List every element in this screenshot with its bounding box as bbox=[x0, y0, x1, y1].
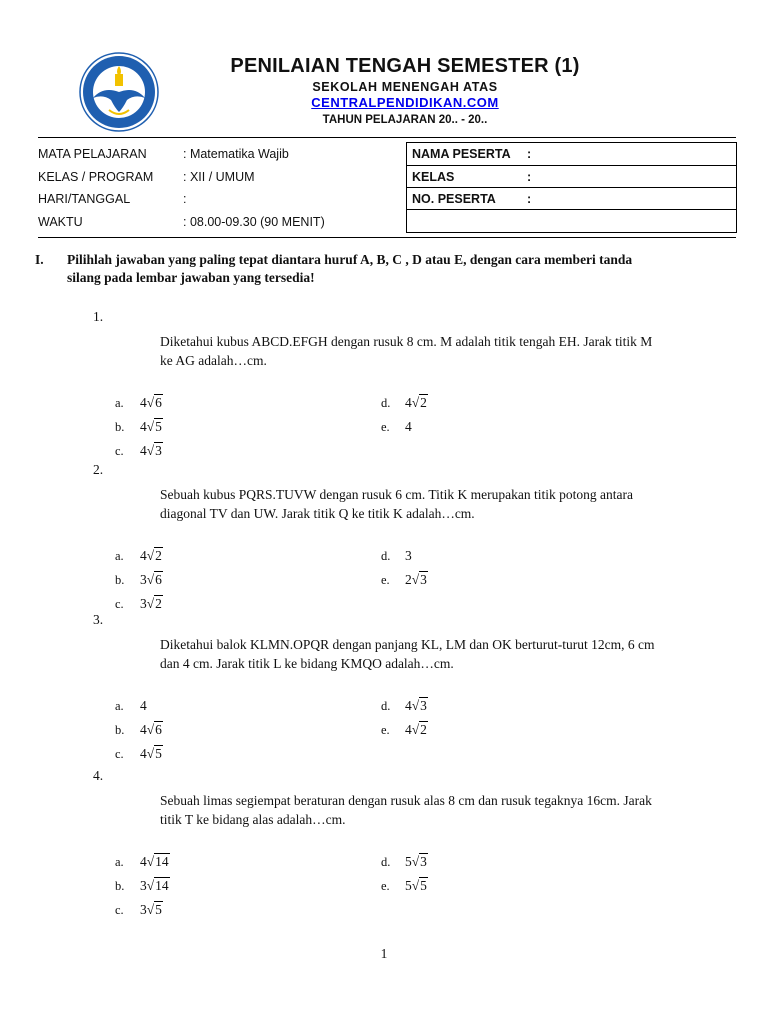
question-3-option-b-letter[interactable]: b. bbox=[115, 723, 125, 737]
exam-title: PENILAIAN TENGAH SEMESTER (1) bbox=[230, 55, 580, 77]
sqrt-symbol-icon: √ bbox=[146, 443, 155, 458]
sqrt-symbol-icon: √ bbox=[411, 698, 420, 713]
question-1-option-b-value[interactable] bbox=[140, 419, 163, 435]
sqrt-symbol-icon: √ bbox=[411, 572, 420, 587]
coefficient: 3 bbox=[140, 572, 147, 587]
question-4-option-a-letter[interactable]: a. bbox=[115, 855, 124, 869]
radicand: 2 bbox=[155, 548, 162, 563]
sqrt-symbol-icon: √ bbox=[146, 902, 155, 917]
question-1-option-a-letter[interactable]: a. bbox=[115, 396, 124, 410]
question-3-text-line-2: dan 4 cm. Jarak titik L ke bidang KMQO adalah…cm. bbox=[160, 656, 454, 671]
coefficient: 5 bbox=[405, 878, 412, 893]
sqrt-symbol-icon: √ bbox=[146, 419, 155, 434]
radicand: 5 bbox=[155, 419, 162, 434]
radicand: 3 bbox=[420, 698, 427, 713]
info-value-time: : 08.00-09.30 (90 MENIT) bbox=[183, 215, 325, 229]
coefficient: 4 bbox=[140, 698, 147, 713]
question-1-option-a-value[interactable] bbox=[140, 395, 163, 411]
question-3-option-a-value[interactable] bbox=[140, 698, 147, 714]
sqrt-symbol-icon: √ bbox=[411, 722, 420, 737]
coefficient: 4 bbox=[140, 746, 147, 761]
question-4-option-a-value[interactable] bbox=[140, 854, 170, 870]
sqrt-symbol-icon: √ bbox=[146, 746, 155, 761]
page-number: 1 bbox=[380, 946, 388, 961]
sqrt-symbol-icon: √ bbox=[146, 572, 155, 587]
participant-class-colon: : bbox=[527, 170, 532, 184]
radicand: 5 bbox=[420, 878, 427, 893]
radicand: 14 bbox=[155, 878, 169, 893]
question-3-option-c-value[interactable] bbox=[140, 746, 163, 762]
radicand: 2 bbox=[420, 722, 427, 737]
radicand: 6 bbox=[155, 395, 162, 410]
question-4-number: 4. bbox=[93, 768, 104, 783]
question-2-text-line-2: diagonal TV dan UW. Jarak titik Q ke titik K adalah…cm. bbox=[160, 506, 475, 521]
participant-number-label: NO. PESERTA bbox=[412, 192, 496, 206]
question-2-option-b-value[interactable] bbox=[140, 572, 163, 588]
sqrt-symbol-icon: √ bbox=[411, 854, 420, 869]
academic-year: TAHUN PELAJARAN 20.. - 20.. bbox=[322, 114, 488, 126]
coefficient: 4 bbox=[140, 419, 147, 434]
sqrt-symbol-icon: √ bbox=[146, 395, 155, 410]
participant-number-colon: : bbox=[527, 192, 532, 206]
question-2-option-a-value[interactable] bbox=[140, 548, 163, 564]
header-divider bbox=[38, 137, 736, 138]
coefficient: 4 bbox=[140, 548, 147, 563]
question-1-option-e-value[interactable] bbox=[405, 419, 412, 435]
sqrt-symbol-icon: √ bbox=[146, 722, 155, 737]
coefficient: 2 bbox=[405, 572, 412, 587]
question-2-number: 2. bbox=[93, 462, 104, 477]
coefficient: 3 bbox=[140, 596, 147, 611]
question-2-option-c-value[interactable] bbox=[140, 596, 163, 612]
question-1-option-b-letter[interactable]: b. bbox=[115, 420, 125, 434]
info-label-time: WAKTU bbox=[38, 215, 83, 229]
question-3-option-c-letter[interactable]: c. bbox=[115, 747, 124, 761]
question-3-option-e-letter[interactable]: e. bbox=[381, 723, 390, 737]
coefficient: 5 bbox=[405, 854, 412, 869]
question-1-option-d-letter[interactable]: d. bbox=[381, 396, 391, 410]
website-link[interactable]: CENTRALPENDIDIKAN.COM bbox=[311, 95, 499, 110]
question-3-number: 3. bbox=[93, 612, 104, 627]
question-3-option-a-letter[interactable]: a. bbox=[115, 699, 124, 713]
school-name: SEKOLAH MENENGAH ATAS bbox=[312, 80, 498, 94]
question-2-option-c-letter[interactable]: c. bbox=[115, 597, 124, 611]
question-2-option-d-letter[interactable]: d. bbox=[381, 549, 391, 563]
participant-name-label: NAMA PESERTA bbox=[412, 147, 511, 161]
sqrt-symbol-icon: √ bbox=[411, 395, 420, 410]
coefficient: 4 bbox=[405, 419, 412, 434]
sqrt-symbol-icon: √ bbox=[146, 878, 155, 893]
question-4-option-b-letter[interactable]: b. bbox=[115, 879, 125, 893]
question-2-option-b-letter[interactable]: b. bbox=[115, 573, 125, 587]
question-3-option-e-value[interactable] bbox=[405, 722, 428, 738]
coefficient: 4 bbox=[140, 395, 147, 410]
participant-class-row[interactable] bbox=[407, 165, 736, 188]
question-4-text-line-1: Sebuah limas segiempat beraturan dengan rusuk alas 8 cm dan rusuk tegaknya 16cm. Jarak bbox=[160, 793, 652, 808]
instruction-line-1: Pilihlah jawaban yang paling tepat diantara huruf A, B, C , D atau E, dengan cara memberi tanda bbox=[67, 252, 633, 267]
coefficient: 3 bbox=[140, 902, 147, 917]
info-value-subject: : Matematika Wajib bbox=[183, 147, 289, 161]
radicand: 6 bbox=[155, 572, 162, 587]
tut-wuri-handayani-logo bbox=[79, 52, 159, 132]
radicand: 3 bbox=[420, 854, 427, 869]
participant-box bbox=[406, 142, 737, 233]
participant-extra-row[interactable] bbox=[407, 209, 736, 232]
question-2-option-a-letter[interactable]: a. bbox=[115, 549, 124, 563]
coefficient: 3 bbox=[405, 548, 412, 563]
question-1-option-e-letter[interactable]: e. bbox=[381, 420, 390, 434]
question-4-option-e-letter[interactable]: e. bbox=[381, 879, 390, 893]
coefficient: 4 bbox=[405, 395, 412, 410]
coefficient: 4 bbox=[140, 722, 147, 737]
instruction-line-2: silang pada lembar jawaban yang tersedia! bbox=[67, 270, 315, 285]
coefficient: 4 bbox=[140, 854, 147, 869]
question-1-number: 1. bbox=[93, 309, 104, 324]
coefficient: 4 bbox=[405, 698, 412, 713]
sqrt-symbol-icon: √ bbox=[146, 548, 155, 563]
question-4-option-b-value[interactable] bbox=[140, 878, 170, 894]
radicand: 6 bbox=[155, 722, 162, 737]
section-number: I. bbox=[35, 252, 44, 267]
question-4-option-d-value[interactable] bbox=[405, 854, 428, 870]
info-label-class: KELAS / PROGRAM bbox=[38, 170, 154, 184]
sqrt-symbol-icon: √ bbox=[411, 878, 420, 893]
radicand: 3 bbox=[420, 572, 427, 587]
participant-name-colon: : bbox=[527, 147, 532, 161]
info-label-date: HARI/TANGGAL bbox=[38, 192, 131, 206]
coefficient: 3 bbox=[140, 878, 147, 893]
info-label-subject: MATA PELAJARAN bbox=[38, 147, 147, 161]
question-1-text-line-1: Diketahui kubus ABCD.EFGH dengan rusuk 8 cm. M adalah titik tengah EH. Jarak titik M bbox=[160, 334, 653, 349]
participant-number-row[interactable] bbox=[407, 187, 736, 210]
question-3-option-d-letter[interactable]: d. bbox=[381, 699, 391, 713]
question-3-option-d-value[interactable] bbox=[405, 698, 428, 714]
coefficient: 4 bbox=[140, 443, 147, 458]
question-1-option-c-letter[interactable]: c. bbox=[115, 444, 124, 458]
info-value-date: : bbox=[183, 192, 187, 206]
question-4-option-c-letter[interactable]: c. bbox=[115, 903, 124, 917]
question-2-text-line-1: Sebuah kubus PQRS.TUVW dengan rusuk 6 cm. Titik K merupakan titik potong antara bbox=[160, 487, 633, 502]
participant-class-label: KELAS bbox=[412, 170, 455, 184]
radicand: 3 bbox=[155, 443, 162, 458]
question-4-option-e-value[interactable] bbox=[405, 878, 428, 894]
radicand: 2 bbox=[420, 395, 427, 410]
question-4-option-c-value[interactable] bbox=[140, 902, 163, 918]
question-1-option-c-value[interactable] bbox=[140, 443, 163, 459]
question-4-text-line-2: titik T ke bidang alas adalah…cm. bbox=[160, 812, 346, 827]
question-3-option-b-value[interactable] bbox=[140, 722, 163, 738]
sqrt-symbol-icon: √ bbox=[146, 854, 155, 869]
question-3-text-line-1: Diketahui balok KLMN.OPQR dengan panjang KL, LM dan OK berturut-turut 12cm, 6 cm bbox=[160, 637, 655, 652]
radicand: 14 bbox=[155, 854, 169, 869]
info-divider bbox=[38, 237, 736, 238]
sqrt-symbol-icon: √ bbox=[146, 596, 155, 611]
question-4-option-d-letter[interactable]: d. bbox=[381, 855, 391, 869]
question-1-option-d-value[interactable] bbox=[405, 395, 428, 411]
question-2-option-e-value[interactable] bbox=[405, 572, 428, 588]
radicand: 5 bbox=[155, 746, 162, 761]
question-2-option-e-letter[interactable]: e. bbox=[381, 573, 390, 587]
radicand: 2 bbox=[155, 596, 162, 611]
radicand: 5 bbox=[155, 902, 162, 917]
info-value-class: : XII / UMUM bbox=[183, 170, 255, 184]
question-1-text-line-2: ke AG adalah…cm. bbox=[160, 353, 267, 368]
coefficient: 4 bbox=[405, 722, 412, 737]
question-2-option-d-value[interactable] bbox=[405, 548, 412, 564]
participant-name-row[interactable] bbox=[407, 143, 736, 165]
